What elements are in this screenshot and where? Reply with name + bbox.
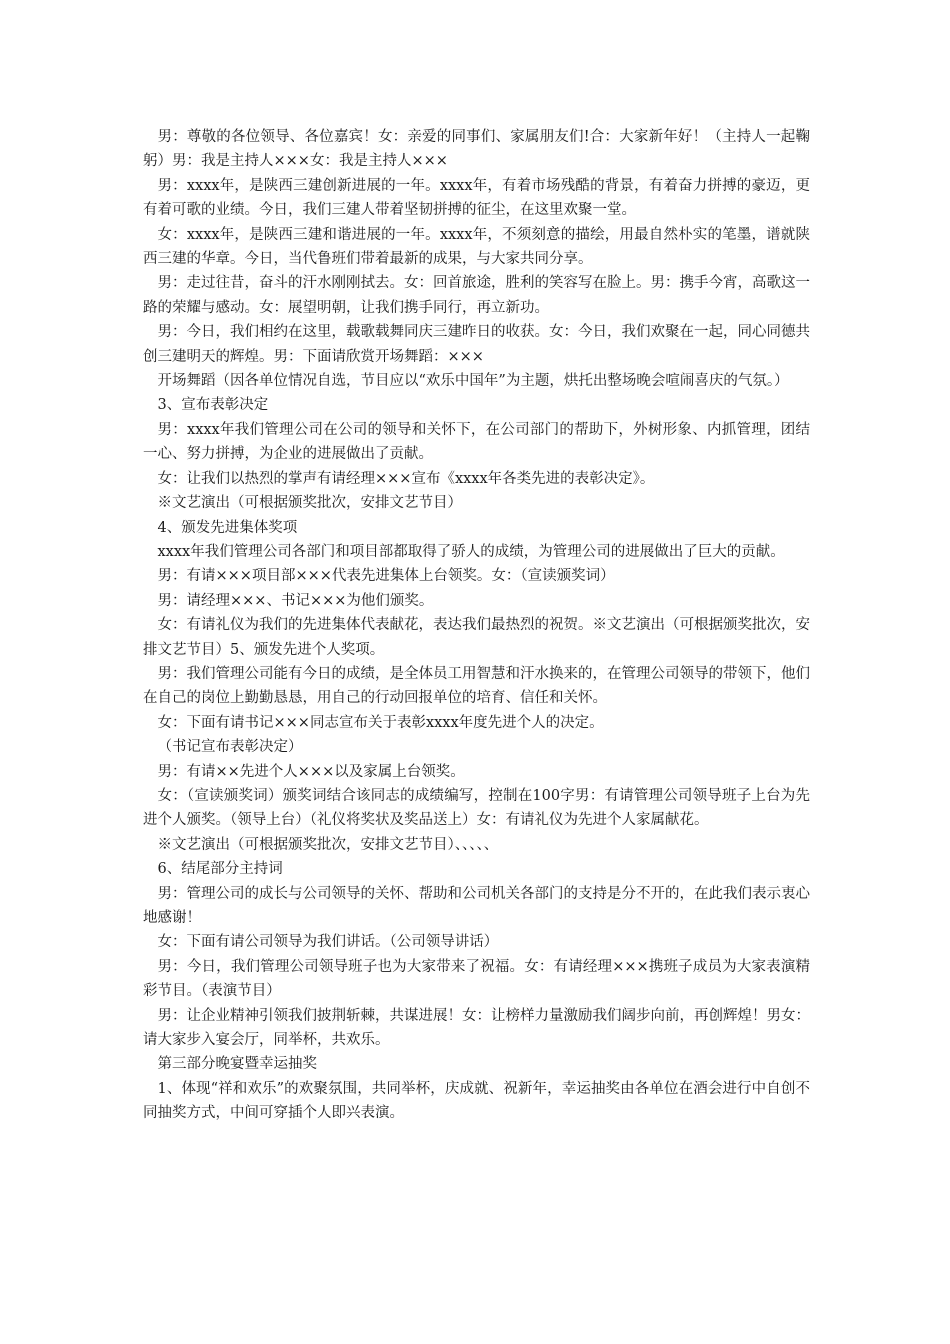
paragraph-10: xxxx年我们管理公司各部门和项目部都取得了骄人的成绩，为管理公司的进展做出了巨大的贡献。 — [157, 543, 785, 560]
paragraph-7: 男：xxxx年我们管理公司在公司的领导和关怀下，在公司部门的帮助下，外树形象、内抓管理，团结一心、努力拼搏，为企业的进展做出了贡献。 — [143, 421, 810, 463]
paragraph-22: 男：今日，我们管理公司领导班子也为大家带来了祝福。女：有请经理×××携班子成员为大家表演精彩节目。（表演节目） — [143, 958, 810, 1000]
paragraph-17: 男：有请××先进个人×××以及家属上台领奖。 — [157, 763, 465, 780]
section-heading-6: 6、结尾部分主持词 — [157, 861, 283, 878]
paragraph-5: 男：今日，我们相约在这里，载歌载舞同庆三建昨日的收获。女：今日，我们欢聚在一起，同心同德共创三建明天的辉煌。男：下面请欣赏开场舞蹈：××× — [143, 324, 810, 365]
section-heading-4: 4、颁发先进集体奖项 — [157, 519, 298, 536]
paragraph-21: 女：下面有请公司领导为我们讲话。（公司领导讲话） — [157, 934, 499, 951]
paragraph-9: ※文艺演出（可根据颁奖批次，安排文艺节目） — [157, 495, 462, 512]
paragraph-19: ※文艺演出（可根据颁奖批次，安排文艺节目）、、、、、 — [157, 836, 499, 853]
document-body — [143, 125, 810, 1126]
paragraph-12: 男：请经理×××、书记×××为他们颁奖。 — [157, 592, 434, 609]
paragraph-16: （书记宣布表彰决定） — [157, 739, 303, 756]
paragraph-1: 男：尊敬的各位领导、各位嘉宾！女：亲爱的同事们、家属朋友们!合：大家新年好！（主持人一起鞠躬）男：我是主持人×××女：我是主持人××× — [143, 129, 810, 170]
paragraph-13: 女：有请礼仪为我们的先进集体代表献花，表达我们最热烈的祝贺。※文艺演出（可根据颁奖批次，安排文艺节目）5、颁发先进个人奖项。 — [143, 617, 810, 658]
paragraph-18: 女：（宣读颁奖词）颁奖词结合该同志的成绩编写，控制在100字男：有请管理公司领导班子上台为先进个人颁奖。（领导上台）（礼仪将奖状及奖品送上）女：有请礼仪为先进个人家属献花。 — [143, 787, 810, 829]
paragraph-8: 女：让我们以热烈的掌声有请经理×××宣布《xxxx年各类先进的表彰决定》。 — [157, 470, 655, 487]
paragraph-4: 男：走过往昔，奋斗的汗水刚刚拭去。女：回首旅途，胜利的笑容写在脸上。男：携手今宵，高歌这一路的荣耀与感动。女：展望明朝，让我们携手同行，再立新功。 — [143, 275, 810, 316]
paragraph-23: 男：让企业精神引领我们披荆斩棘，共谋进展！女：让榜样力量激励我们阔步向前，再创辉煌！男女：请大家步入宴会厅，同举杯，共欢乐。 — [143, 1007, 810, 1049]
paragraph-6: 开场舞蹈（因各单位情况自选，节目应以“欢乐中国年”为主题，烘托出整场晚会喧闹喜庆的气氛。） — [157, 373, 789, 390]
paragraph-3: 女：xxxx年，是陕西三建和谐进展的一年。xxxx年，不须刻意的描绘，用最自然朴实的笔墨，谱就陕西三建的华章。今日，当代鲁班们带着最新的成果，与大家共同分享。 — [143, 226, 810, 268]
paragraph-20: 男：管理公司的成长与公司领导的关怀、帮助和公司机关各部门的支持是分不开的，在此我们表示衷心地感谢！ — [143, 885, 810, 926]
paragraph-14: 男：我们管理公司能有今日的成绩，是全体员工用智慧和汗水换来的，在管理公司领导的带领下，他们在自己的岗位上勤勤恳恳，用自己的行动回报单位的培育、信任和关怀。 — [143, 665, 810, 707]
paragraph-11: 男：有请×××项目部×××代表先进集体上台领奖。女：（宣读颁奖词） — [157, 568, 615, 585]
paragraph-24: 1、体现“祥和欢乐”的欢聚氛围，共同举杯，庆成就、祝新年，幸运抽奖由各单位在酒会进行中自创不同抽奖方式，中间可穿插个人即兴表演。 — [143, 1080, 810, 1122]
section-heading-part3: 第三部分晚宴暨幸运抽奖 — [157, 1056, 317, 1073]
paragraph-2: 男：xxxx年，是陕西三建创新进展的一年。xxxx年，有着市场残酷的背景，有着奋力拼搏的豪迈，更有着可歌的业绩。今日，我们三建人带着坚韧拼搏的征尘，在这里欢聚一堂。 — [143, 177, 810, 219]
paragraph-15: 女：下面有请书记×××同志宣布关于表彰xxxx年度先进个人的决定。 — [157, 714, 604, 731]
section-heading-3: 3、宣布表彰决定 — [157, 397, 269, 414]
